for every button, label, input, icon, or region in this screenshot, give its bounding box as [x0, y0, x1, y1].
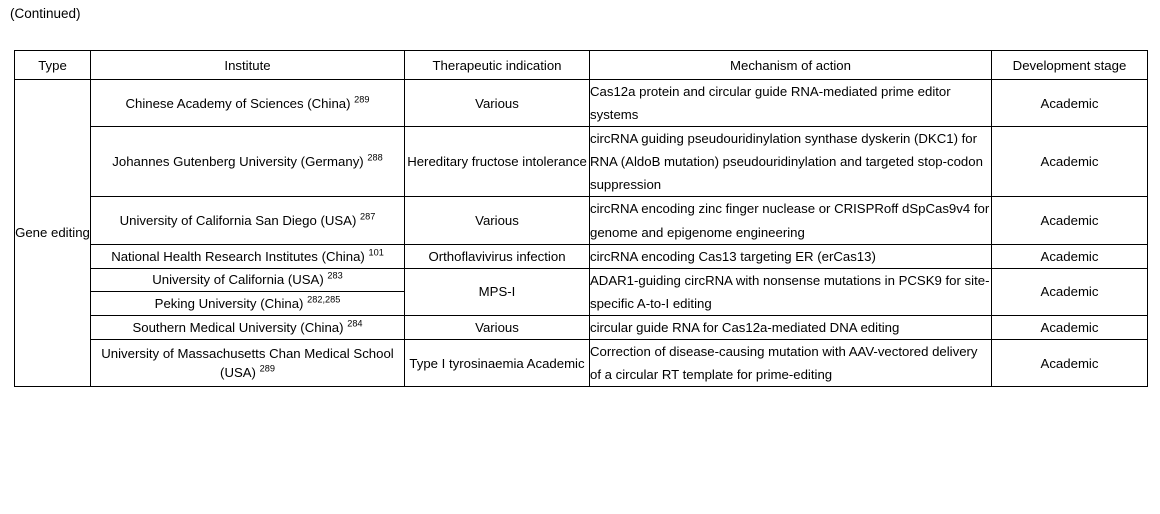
table-row — [15, 340, 1148, 387]
table-header-row — [15, 51, 1148, 80]
institute-text: University of Massachusetts Chan Medical School (USA) — [101, 345, 394, 381]
column-header-therapeutic-indication: Therapeutic indication — [405, 51, 590, 80]
institute-cell — [91, 80, 405, 127]
table-row — [15, 244, 1148, 268]
stage-cell: Academic — [992, 268, 1148, 315]
continued-label: (Continued) — [10, 6, 81, 21]
mechanism-cell: Cas12a protein and circular guide RNA-mediated prime editor systems — [590, 80, 992, 127]
institute-text: Johannes Gutenberg University (Germany) — [112, 154, 368, 170]
indication-cell: Orthoflavivirus infection — [405, 244, 590, 268]
mechanism-cell: circRNA encoding zinc finger nuclease or CRISPRoff dSpCas9v4 for genome and epigenome engineering — [590, 197, 992, 244]
indication-cell: MPS-I — [405, 268, 590, 315]
mechanism-cell: Correction of disease-causing mutation with AAV-vectored delivery of a circular RT template for prime-editing — [590, 340, 992, 387]
data-table-container — [14, 50, 1147, 387]
stage-cell: Academic — [992, 127, 1148, 197]
reference-marker: 283 — [327, 271, 343, 282]
indication-cell: Various — [405, 197, 590, 244]
reference-marker: 288 — [367, 152, 383, 163]
mechanism-cell: circRNA encoding Cas13 targeting ER (erCas13) — [590, 244, 992, 268]
institute-text: University of California (USA) — [152, 272, 328, 288]
indication-cell: Various — [405, 80, 590, 127]
institute-cell — [91, 268, 405, 292]
column-header-type: Type — [15, 51, 91, 80]
mechanism-cell: ADAR1-guiding circRNA with nonsense mutations in PCSK9 for site-specific A-to-I editing — [590, 268, 992, 315]
column-header-institute: Institute — [91, 51, 405, 80]
table-row — [15, 315, 1148, 339]
institute-text: Chinese Academy of Sciences (China) — [125, 95, 355, 111]
institute-cell — [91, 197, 405, 244]
type-group-cell: Gene editing — [15, 80, 91, 387]
reference-marker: 284 — [347, 318, 363, 329]
table-row — [15, 80, 1148, 127]
mechanism-cell: circRNA guiding pseudouridinylation synthase dyskerin (DKC1) for RNA (AldoB mutation) pseudouridinylation and targeted stop-codon suppression — [590, 127, 992, 197]
table-row — [15, 127, 1148, 197]
institute-cell — [91, 340, 405, 387]
reference-marker: 282,285 — [307, 294, 341, 305]
indication-cell: Type I tyrosinaemia Academic — [405, 340, 590, 387]
indication-cell: Various — [405, 315, 590, 339]
table-row — [15, 197, 1148, 244]
column-header-development-stage: Development stage — [992, 51, 1148, 80]
reference-marker: 289 — [354, 94, 370, 105]
data-table — [14, 50, 1148, 387]
institute-text: University of California San Diego (USA) — [119, 212, 361, 228]
institute-cell — [91, 127, 405, 197]
stage-cell: Academic — [992, 315, 1148, 339]
stage-cell: Academic — [992, 197, 1148, 244]
institute-cell — [91, 315, 405, 339]
stage-cell: Academic — [992, 340, 1148, 387]
indication-cell: Hereditary fructose intolerance — [405, 127, 590, 197]
institute-text: Peking University (China) — [154, 296, 308, 312]
table-row — [15, 268, 1148, 292]
reference-marker: 289 — [259, 363, 275, 374]
institute-cell — [91, 244, 405, 268]
institute-text: Southern Medical University (China) — [132, 319, 348, 335]
stage-cell: Academic — [992, 80, 1148, 127]
mechanism-cell: circular guide RNA for Cas12a-mediated DNA editing — [590, 315, 992, 339]
institute-text: National Health Research Institutes (China) — [111, 248, 369, 264]
institute-cell — [91, 292, 405, 316]
reference-marker: 101 — [368, 247, 384, 258]
reference-marker: 287 — [360, 211, 376, 222]
stage-cell: Academic — [992, 244, 1148, 268]
column-header-mechanism-of-action: Mechanism of action — [590, 51, 992, 80]
